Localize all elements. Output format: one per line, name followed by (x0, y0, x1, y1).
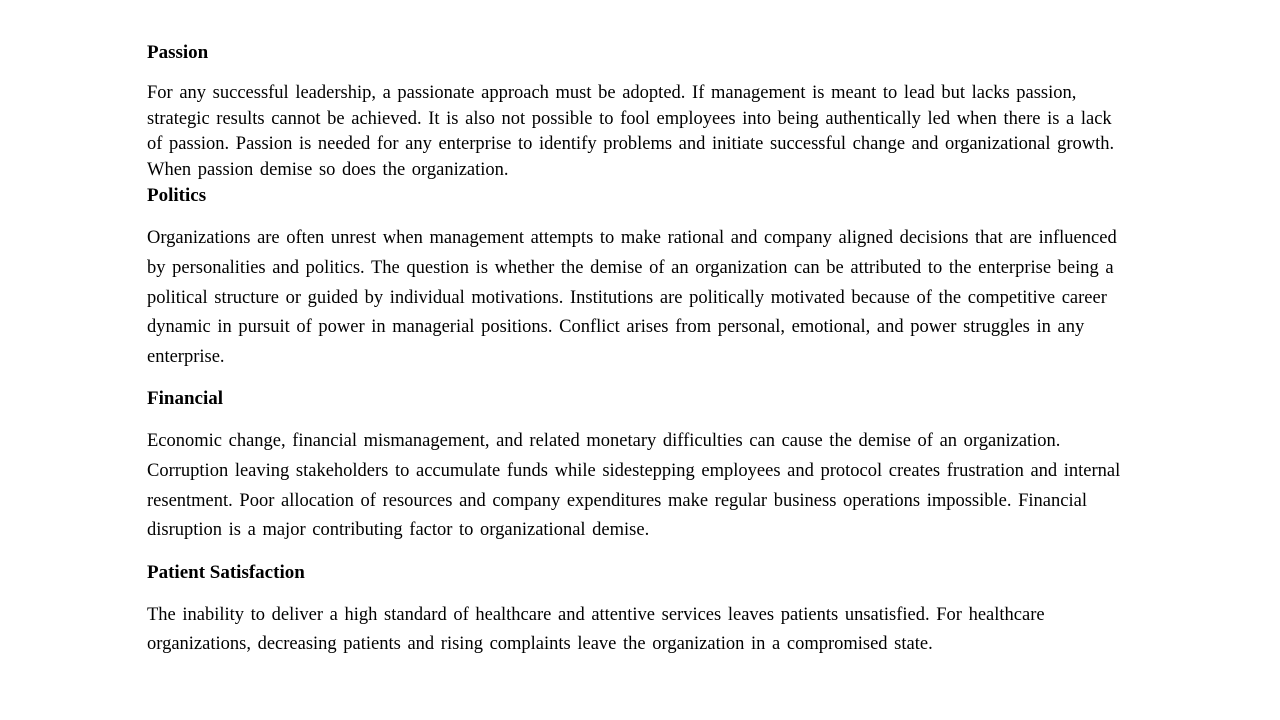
document-page (147, 40, 1122, 660)
section-heading-passion: Passion (147, 42, 209, 63)
section-heading-financial: Financial (147, 388, 224, 410)
section-heading-patient-satisfaction: Patient Satisfaction (147, 561, 305, 583)
section-body-patient-satisfaction: The inability to deliver a high standard of healthcare and attentive services leaves patients unsatisfied. For healthcare organizations, decreasing patients and rising complaints leave the organization in a compromised state. (147, 604, 1045, 655)
section-body-financial: Economic change, financial mismanagement, and related monetary difficulties can cause the demise of an organization. Corruption leaving stakeholders to accumulate funds while sidestepping employees and protocol creates frustration and internal resentment. Poor allocation of resources and company expenditures make regular business operations impossible. Financial disruption is a major contributing factor to organizational demise. (147, 431, 1121, 541)
section-body-passion: For any successful leadership, a passionate approach must be adopted. If management is meant to lead but lacks passion, strategic results cannot be achieved. It is also not possible to fool employees into being authentically led when there is a lack of passion. Passion is needed for any enterprise to identify problems and initiate successful change and organizational growth. When passion demise so does the organization. (147, 83, 1115, 180)
section-heading-politics: Politics (147, 185, 207, 207)
section-body-politics: Organizations are often unrest when management attempts to make rational and company aligned decisions that are influenced by personalities and politics. The question is whether the demise of an organization can be attributed to the enterprise being a political structure or guided by individual motivations. Institutions are politically motivated because of the competitive career dynamic in pursuit of power in managerial positions. Conflict arises from personal, emotional, and power struggles in any enterprise. (147, 228, 1117, 367)
